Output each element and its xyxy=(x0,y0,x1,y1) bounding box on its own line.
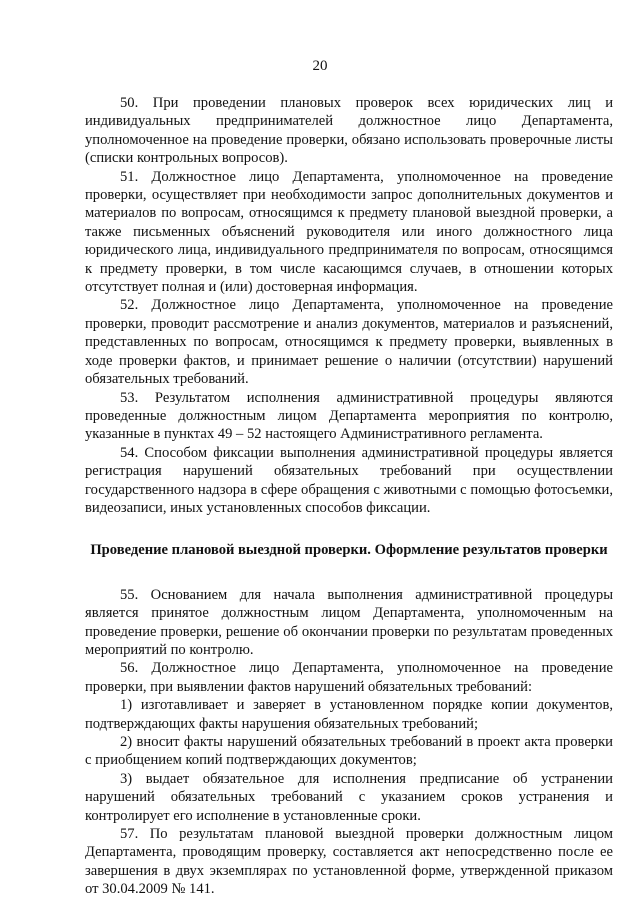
section-heading: Проведение плановой выездной проверки. Оформление результатов проверки xyxy=(90,542,608,559)
paragraph-54: 54. Способом фиксации выполнения административной процедуры является регистрация нарушений обязательных требований при осуществлении государственного надзора в сфере обращения с животными с помощью фотосъемки, видеозаписи, иных установленных способов фиксации. xyxy=(85,444,613,516)
paragraph-56-item-3: 3) выдает обязательное для исполнения предписание об устранении нарушений обязательных требований с указанием сроков устранения и контролирует его исполнение в установленные сроки. xyxy=(85,770,613,824)
paragraph-57: 57. По результатам плановой выездной проверки должностным лицом Департамента, проводящим проверку, составляется акт непосредственно после ее завершения в двух экземплярах по установленной форме, утвержденной приказом от 30.04.2009 № 141. xyxy=(85,826,613,898)
paragraph-50: 50. При проведении плановых проверок всех юридических лиц и индивидуальных предпринимателей должностное лицо Департамента, уполномоченное на проведение проверки, обязано использовать проверочные листы (списки контрольных вопросов). xyxy=(85,95,613,167)
paragraph-53: 53. Результатом исполнения административной процедуры являются проведенные должностным лицом Департамента мероприятия по контролю, указанные в пунктах 49 – 52 настоящего Административного регламента. xyxy=(85,389,613,443)
paragraph-56: 56. Должностное лицо Департамента, уполномоченное на проведение проверки, при выявлении фактов нарушений обязательных требований: xyxy=(85,660,613,695)
paragraph-52: 52. Должностное лицо Департамента, уполномоченное на проведение проверки, проводит рассмотрение и анализ документов, материалов и разъяснений, представленных по вопросам, относящимся к предмету проверки, выявленных в ходе проверки фактов, и принимает решение о наличии (отсутствии) нарушений обязательных требований. xyxy=(85,297,613,388)
document-body xyxy=(85,94,613,899)
paragraph-56-item-2: 2) вносит факты нарушений обязательных требований в проект акта проверки с приобщением копий подтверждающих документов; xyxy=(85,734,613,769)
paragraph-55: 55. Основанием для начала выполнения административной процедуры является принятое должностным лицом Департамента, уполномоченным на проведение проверки, решение об окончании проверки по результатам проведенных мероприятий по контролю. xyxy=(85,586,613,658)
paragraph-56-item-1: 1) изготавливает и заверяет в установленном порядке копии документов, подтверждающих факты нарушения обязательных требований; xyxy=(85,697,613,732)
paragraph-51: 51. Должностное лицо Департамента, уполномоченное на проведение проверки, осуществляет при необходимости запрос дополнительных документов и материалов по вопросам, относящимся к предмету плановой выездной проверки, а также письменных объяснений руководителя или иного должностного лица юридического лица, индивидуального предпринимателя по вопросам, относящимся к предмету проверки, в том числе касающимся случаев, в отношении которых отсутствует полная и (или) достоверная информация. xyxy=(85,168,613,296)
page-number: 20 xyxy=(312,58,328,74)
